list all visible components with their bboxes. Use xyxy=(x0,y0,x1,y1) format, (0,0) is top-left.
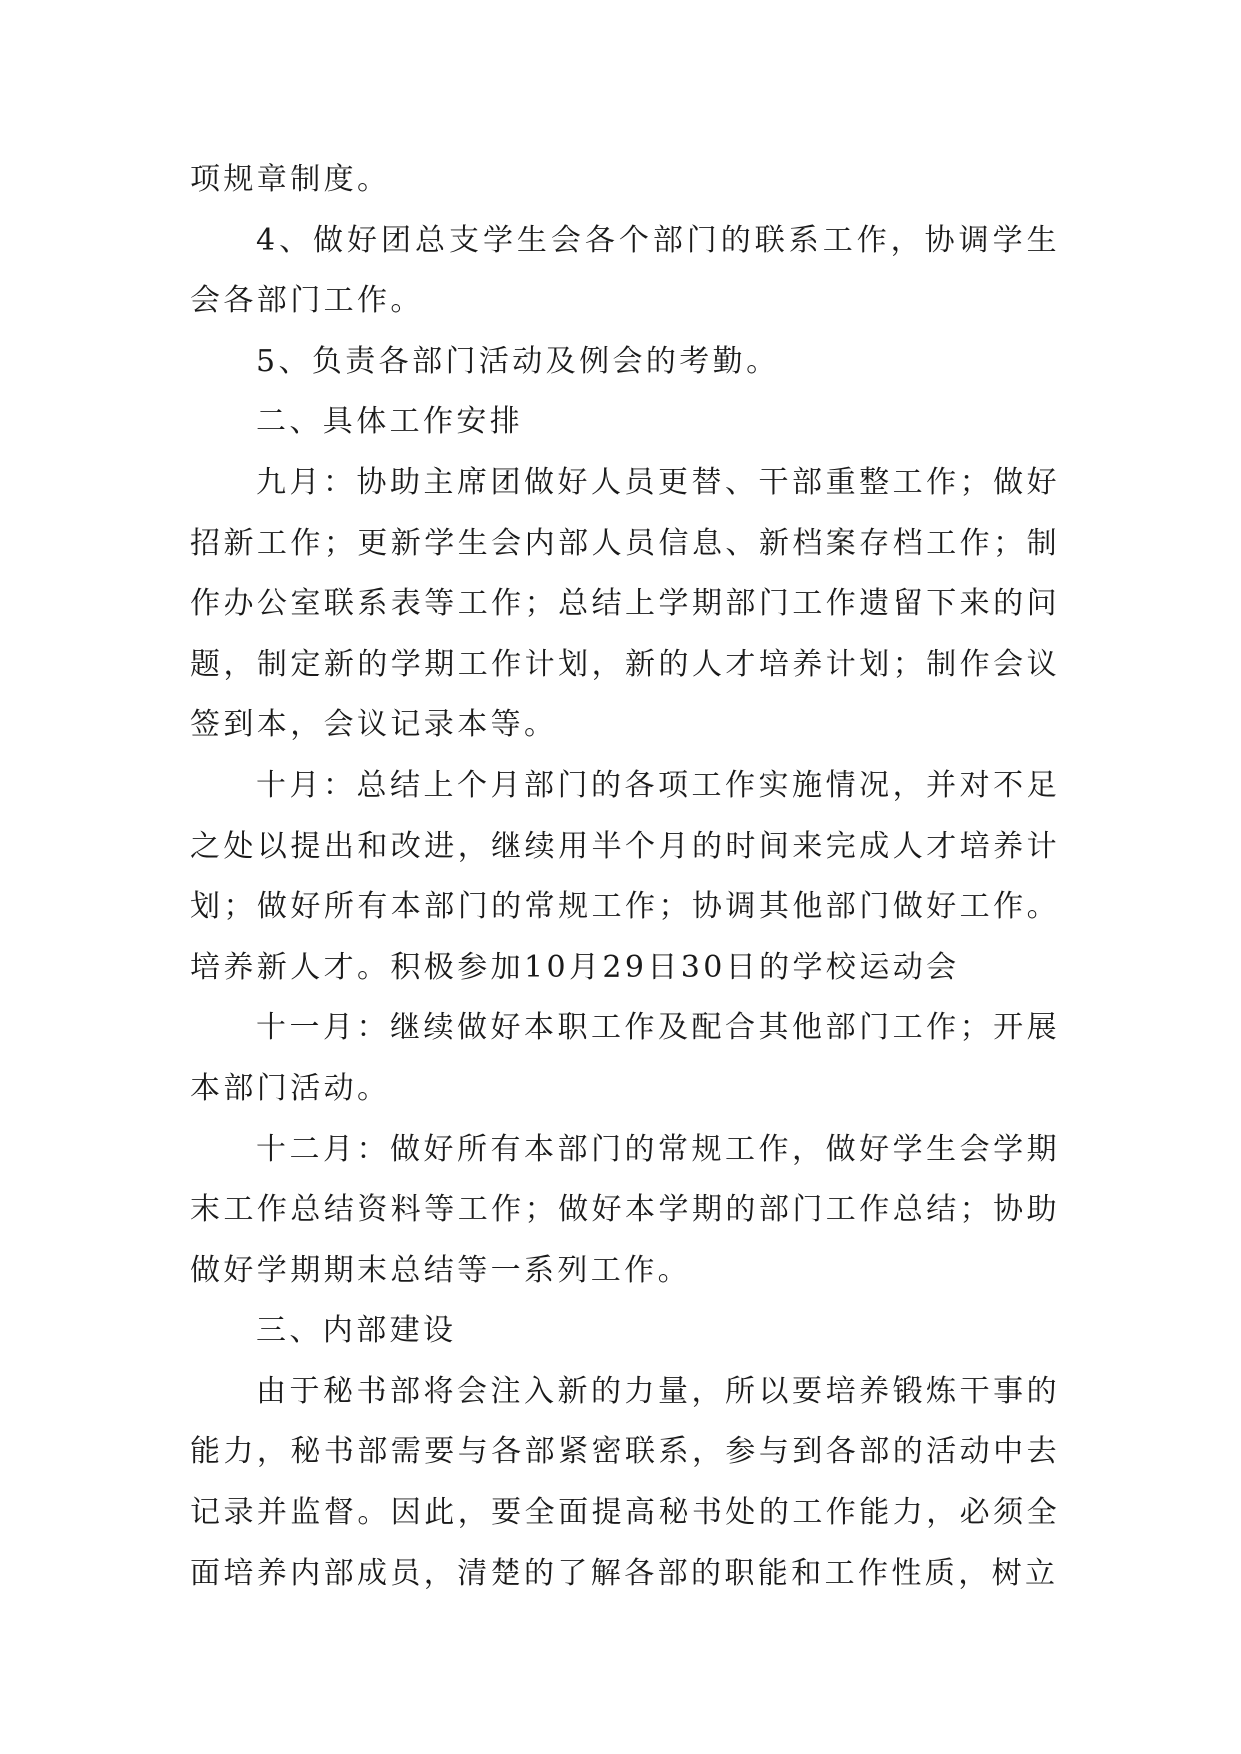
section-heading-internal-construction: 三、内部建设 xyxy=(256,1313,457,1349)
paragraph-internal-construction: 由于秘书部将会注入新的力量，所以要培养锻炼干事的能力，秘书部需要与各部紧密联系，参与到各部的活动中去记录并监督。因此，要全面提高秘书处的工作能力，必须全面培养内部成员，清楚的了解各部的职能和工作性质，树立 xyxy=(190,1373,1060,1591)
document-body xyxy=(190,150,1060,1604)
section-heading-work-schedule: 二、具体工作安排 xyxy=(256,404,524,440)
paragraph-october: 十月：总结上个月部门的各项工作实施情况，并对不足之处以提出和改进，继续用半个月的时间来完成人才培养计划；做好所有本部门的常规工作；协调其他部门做好工作。培养新人才。积极参加10月29日30日的学校运动会 xyxy=(190,767,1060,985)
paragraph-november: 十一月：继续做好本职工作及配合其他部门工作；开展本部门活动。 xyxy=(190,1010,1060,1106)
paragraph-item-4: 4、做好团总支学生会各个部门的联系工作，协调学生会各部门工作。 xyxy=(190,222,1060,319)
paragraph-continuation: 项规章制度。 xyxy=(190,162,391,197)
paragraph-september: 九月：协助主席团做好人员更替、干部重整工作；做好招新工作；更新学生会内部人员信息、新档案存档工作；制作办公室联系表等工作；总结上学期部门工作遗留下来的问题，制定新的学期工作计划，新的人才培养计划；制作会议签到本，会议记录本等。 xyxy=(190,464,1060,743)
paragraph-item-5: 5、负责各部门活动及例会的考勤。 xyxy=(256,343,780,379)
paragraph-december: 十二月：做好所有本部门的常规工作，做好学生会学期末工作总结资料等工作；做好本学期的部门工作总结；协助做好学期期末总结等一系列工作。 xyxy=(190,1131,1060,1288)
